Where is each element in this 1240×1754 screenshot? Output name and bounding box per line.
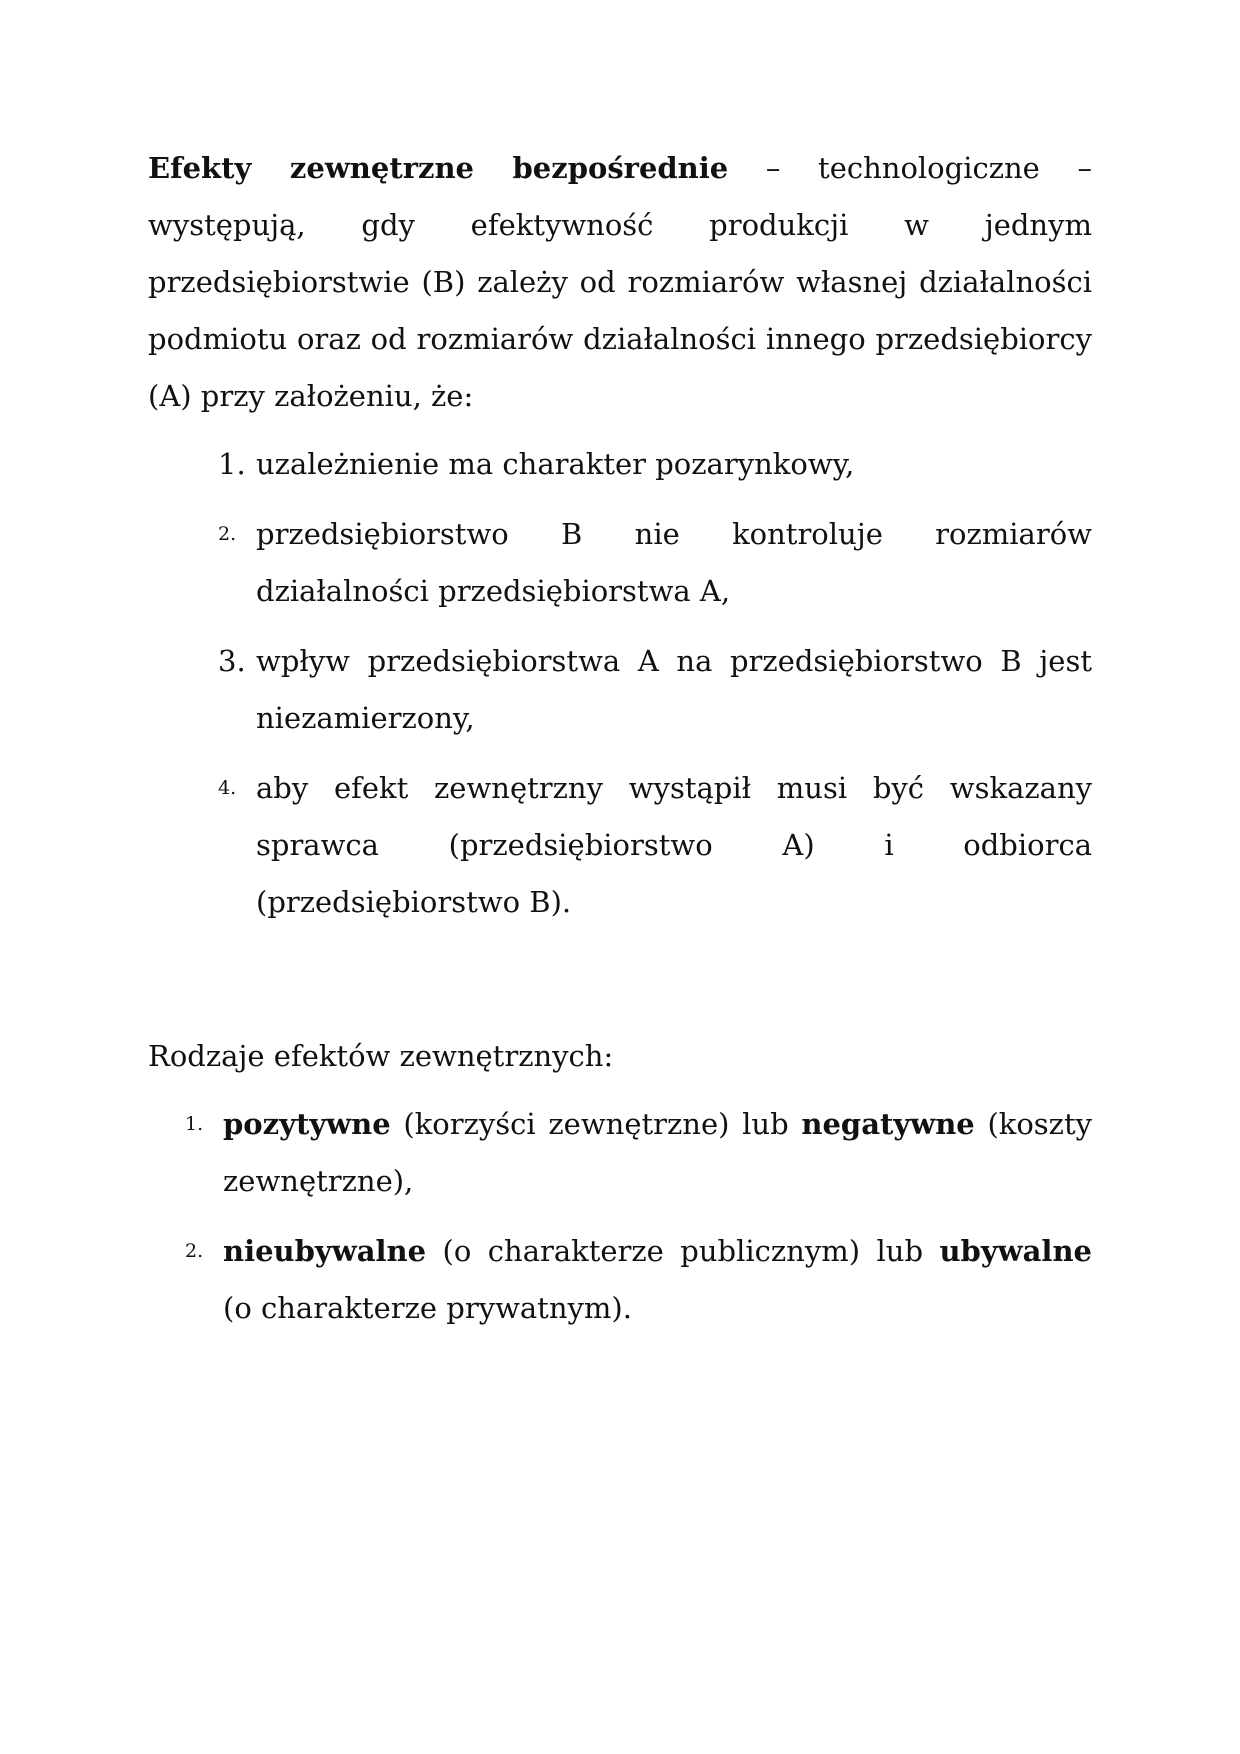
condition-item (148, 633, 1092, 747)
condition-item (148, 760, 1092, 931)
type-term-first: pozytywne (223, 1107, 391, 1141)
intro-term: Efekty zewnętrzne bezpośrednie (148, 151, 729, 185)
condition-text: wpływ przedsiębiorstwa A na przedsiębiorstwo B jest niezamierzony, (256, 644, 1092, 735)
condition-item (148, 436, 1092, 493)
conditions-list (148, 436, 1092, 931)
type-number: 1. (185, 1113, 204, 1135)
type-middle-text: (korzyści zewnętrzne) lub (390, 1107, 802, 1141)
condition-text: uzależnienie ma charakter pozarynkowy, (256, 447, 855, 481)
intro-paragraph (148, 140, 1092, 425)
type-term-second: ubywalne (939, 1234, 1092, 1268)
type-end-text: (o charakterze prywatnym). (223, 1291, 632, 1325)
intro-text: – technologiczne – występują, gdy efektywność produkcji w jednym przedsiębiorstwie (B) zależy od rozmiarów własnej działalności podmiotu oraz od rozmiarów działalności innego przedsiębiorcy (A) przy założeniu, że: (148, 151, 1092, 413)
document-page (148, 140, 1092, 1350)
condition-number: 3. (218, 644, 246, 678)
type-term-second: negatywne (801, 1107, 975, 1141)
condition-text: aby efekt zewnętrzny wystąpił musi być wskazany sprawca (przedsiębiorstwo A) i odbiorca (przedsiębiorstwo B). (256, 771, 1092, 919)
condition-number: 1. (218, 447, 246, 481)
type-number: 2. (185, 1240, 204, 1262)
type-term-first: nieubywalne (223, 1234, 427, 1268)
types-title: Rodzaje efektów zewnętrznych: (148, 1039, 614, 1073)
condition-text: przedsiębiorstwo B nie kontroluje rozmiarów działalności przedsiębiorstwa A, (256, 517, 1092, 608)
type-item (148, 1096, 1092, 1210)
condition-number: 2. (218, 523, 237, 545)
condition-item (148, 506, 1092, 620)
type-middle-text: (o charakterze publicznym) lub (426, 1234, 940, 1268)
types-list (148, 1096, 1092, 1337)
type-item (148, 1223, 1092, 1337)
type-end-text: (koszty zewnętrzne), (223, 1107, 1092, 1198)
condition-number: 4. (218, 777, 237, 799)
